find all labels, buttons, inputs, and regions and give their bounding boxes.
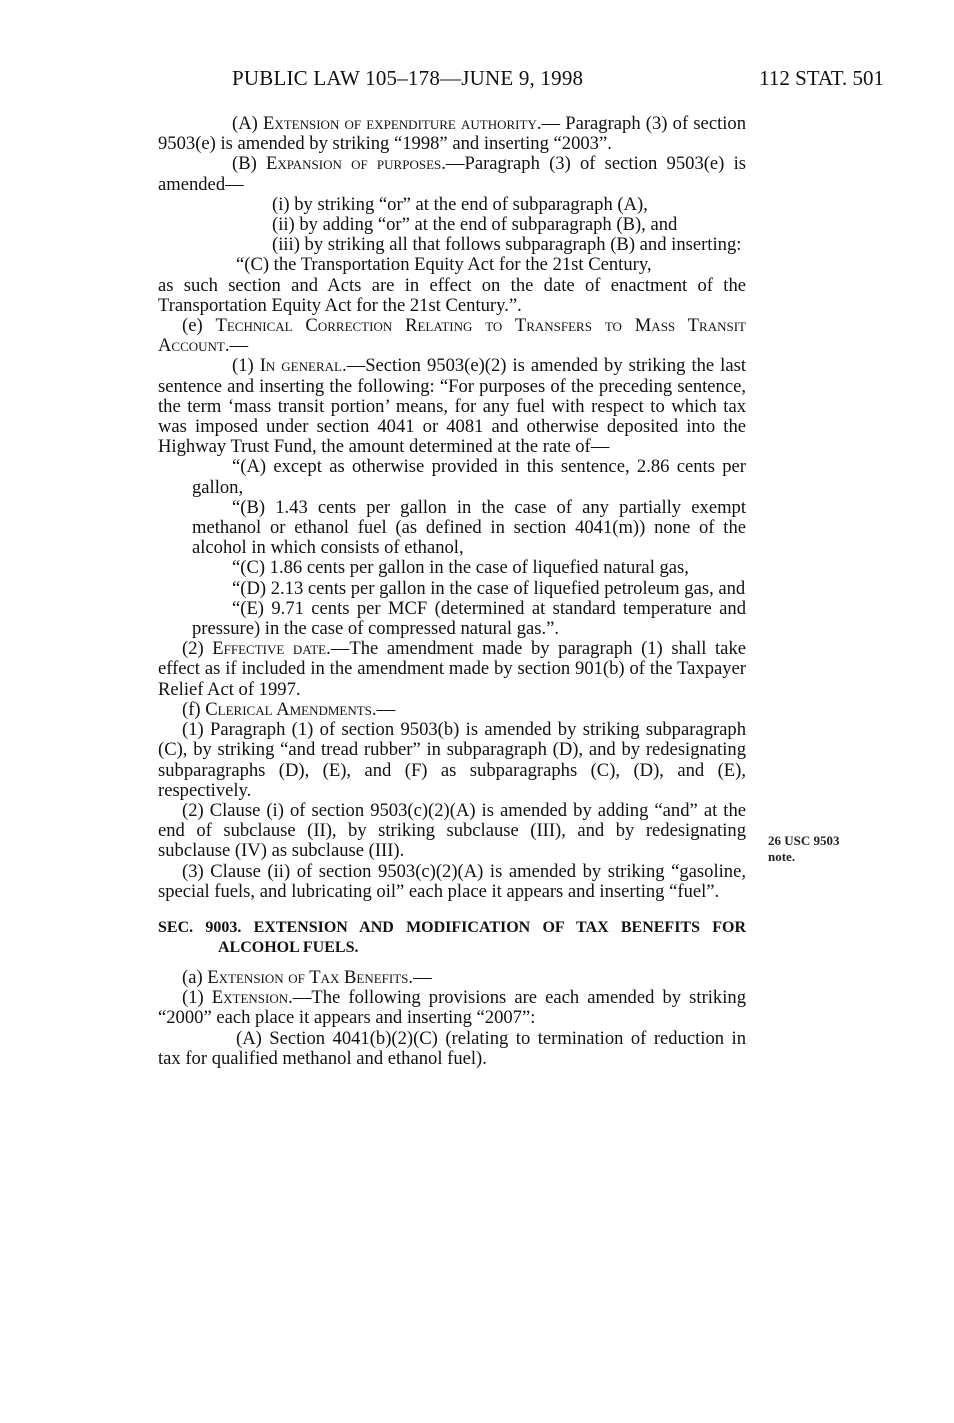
paragraph-a-extension: (A) Extension of expenditure authority.— Paragraph (3) of section 9503(e) is amended by striking “1998” and inserting “2003”. <box>158 113 746 155</box>
paragraph-f3: (3) Clause (ii) of section 9503(c)(2)(A) is amended by striking “gasoline, special fuels, and lubricating oil” each place it appears and inserting “fuel”. <box>158 860 746 902</box>
quoted-a: “(A) except as otherwise provided in this sentence, 2.86 cents per gallon, <box>192 456 746 498</box>
clause-i: (i) by striking “or” at the end of subparagraph (A), <box>272 193 648 215</box>
clause-ii: (ii) by adding “or” at the end of subparagraph (B), and <box>272 214 678 236</box>
document-body <box>158 114 746 1069</box>
quoted-c: “(C) the Transportation Equity Act for the 21st Century, <box>236 254 652 276</box>
paragraph-b-expansion: (B) Expansion of purposes.—Paragraph (3) of section 9503(e) is amended— <box>158 153 746 195</box>
paragraph-f2: (2) Clause (i) of section 9503(c)(2)(A) is amended by adding “and” at the end of subclause (II), by striking subclause (III), and by redesignating subclause (IV) as subclause (III). <box>158 799 746 862</box>
subsection-a: (a) Extension of Tax Benefits.— <box>182 966 432 988</box>
paragraph-e1: (1) In general.—Section 9503(e)(2) is amended by striking the last sentence and inserting the following: “For purposes of the preceding sentence, the term ‘mass transit portion’ means, for any fuel with respect to which tax was imposed under section 4041 or 4081 and otherwise deposited into the Highway Trust Fund, the amount determined at the rate of— <box>158 355 746 458</box>
quoted-b: “(B) 1.43 cents per gallon in the case of any partially exempt methanol or ethanol fuel (as defined in section 4041(m)) none of the alcohol in which consists of ethanol, <box>192 496 746 559</box>
subsection-e: (e) Technical Correction Relating to Transfers to Mass Transit Account.— <box>158 315 746 357</box>
page-header-title: PUBLIC LAW 105–178—JUNE 9, 1998 <box>232 66 584 90</box>
paragraph-a1: (1) Extension.—The following provisions are each amended by striking “2000” each place it appears and inserting “2007”: <box>158 987 746 1029</box>
page-header-stat: 112 STAT. 501 <box>759 66 884 90</box>
subparagraph-a: (A) Section 4041(b)(2)(C) (relating to termination of reduction in tax for qualified methanol and ethanol fuel). <box>158 1027 746 1069</box>
margin-note-citation: 26 USC 9503 <box>768 833 840 848</box>
flush-text: as such section and Acts are in effect on the date of enactment of the Transportation Equity Act for the 21st Century.”. <box>158 274 746 316</box>
paragraph-e2: (2) Effective date.—The amendment made by paragraph (1) shall take effect as if included in the amendment made by section 901(b) of the Taxpayer Relief Act of 1997. <box>158 638 746 700</box>
section-heading-9003: SEC. 9003. EXTENSION AND MODIFICATION OF TAX BENEFITS FOR ALCOHOL FUELS. <box>158 918 746 956</box>
margin-note-label: note. <box>768 849 796 864</box>
clause-iii: (iii) by striking all that follows subparagraph (B) and inserting: <box>272 234 742 256</box>
quoted-e: “(E) 9.71 cents per MCF (determined at standard temperature and pressure) in the case of compressed natural gas.”. <box>192 597 746 640</box>
margin-note <box>768 833 840 865</box>
paragraph-f1: (1) Paragraph (1) of section 9503(b) is amended by striking subparagraph (C), by striking “and tread rubber” in subparagraph (D), and by redesignating subparagraphs (D), (E), and (F) as subparagraphs (C), (D), and (E), respectively. <box>158 719 746 801</box>
quoted-d: “(D) 2.13 cents per gallon in the case of liquefied petroleum gas, and <box>232 577 746 599</box>
quoted-c2: “(C) 1.86 cents per gallon in the case of liquefied natural gas, <box>232 557 689 579</box>
subsection-f: (f) Clerical Amendments.— <box>182 698 396 720</box>
